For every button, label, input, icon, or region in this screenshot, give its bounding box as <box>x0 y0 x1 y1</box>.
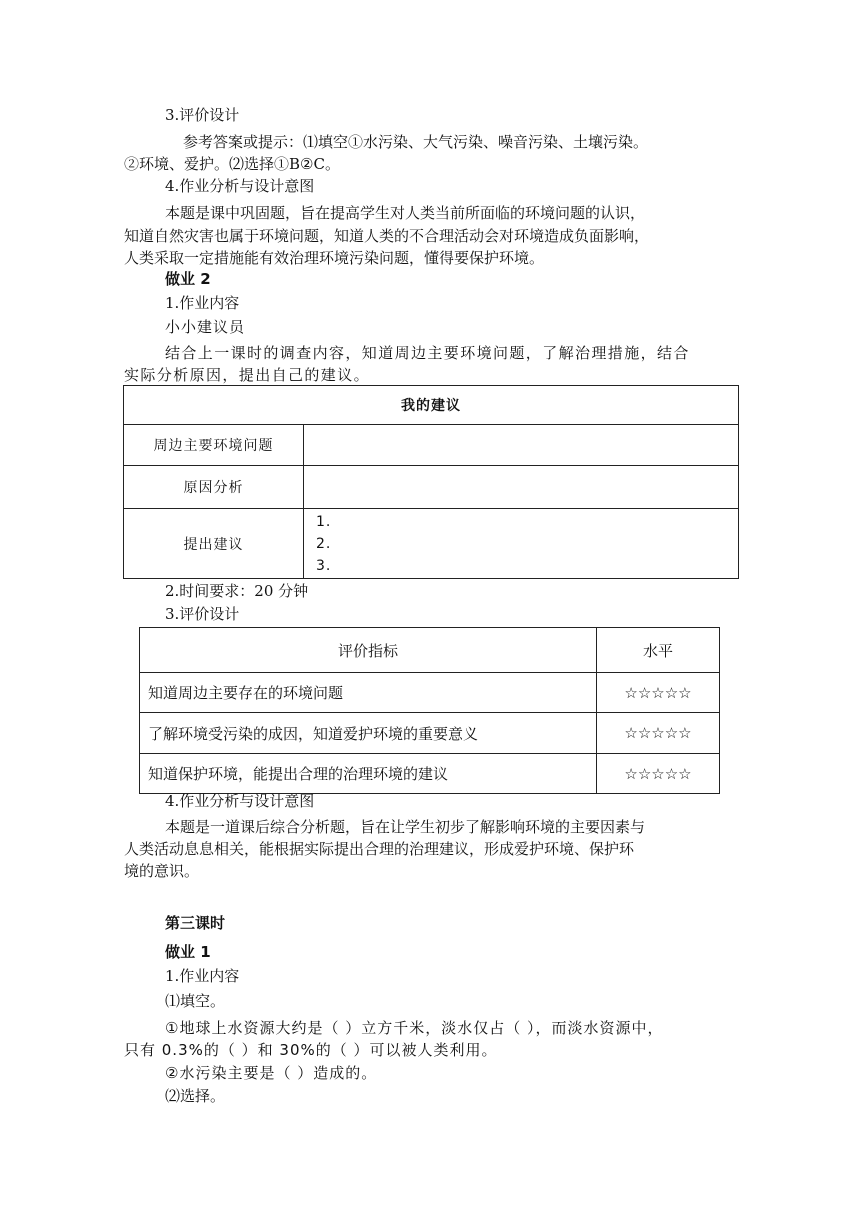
time-requirement: 2.时间要求：20 分钟 <box>165 582 309 600</box>
eval-stars-1: ☆☆☆☆☆ <box>597 673 720 713</box>
eval-stars-3: ☆☆☆☆☆ <box>597 754 720 794</box>
eval-design-heading: 3.评价设计 <box>165 106 240 124</box>
analysis-line-3: 人类采取一定措施能有效治理环境污染问题，懂得要保护环境。 <box>124 249 545 267</box>
suggestion-table-header: 我的建议 <box>124 386 739 425</box>
table-row <box>140 754 720 794</box>
analysis-2-line-1: 本题是一道课后综合分析题，旨在让学生初步了解影响环境的主要因素与 <box>165 818 646 836</box>
eval-col-indicator: 评价指标 <box>140 628 597 673</box>
lesson-3-title: 第三课时 <box>165 914 226 932</box>
homework-content-heading: 1.作业内容 <box>165 294 240 312</box>
table-row <box>140 713 720 754</box>
analysis-heading-2: 4.作业分析与设计意图 <box>165 792 315 810</box>
evaluation-table <box>139 627 720 794</box>
eval-indicator-3: 知道保护环境，能提出合理的治理环境的建议 <box>140 754 597 794</box>
analysis-heading: 4.作业分析与设计意图 <box>165 177 315 195</box>
answer-line-1: 参考答案或提示：⑴填空①水污染、大气污染、噪音污染、土壤污染。 <box>183 133 649 151</box>
choice-heading: ⑵选择。 <box>165 1087 226 1105</box>
homework-2-title: 做业 2 <box>165 270 211 288</box>
eval-indicator-1: 知道周边主要存在的环境问题 <box>140 673 597 713</box>
suggestions-cell <box>304 509 739 579</box>
task-desc-line-2: 实际分析原因，提出自己的建议。 <box>124 366 371 384</box>
task-desc-line-1: 结合上一课时的调查内容，知道周边主要环境问题，了解治理措施，结合 <box>165 344 690 362</box>
table-row <box>140 673 720 713</box>
eval-indicator-2: 了解环境受污染的成因，知道爱护环境的重要意义 <box>140 713 597 754</box>
suggestion-table <box>123 385 739 579</box>
suggestion-item-3: 3. <box>316 557 332 574</box>
lesson-3-homework-1-title: 做业 1 <box>165 943 211 961</box>
analysis-line-1: 本题是课中巩固题，旨在提高学生对人类当前所面临的环境问题的认识， <box>165 204 646 222</box>
row-label-cause-analysis: 原因分析 <box>124 466 304 509</box>
answer-line-2: ②环境、爱护。⑵选择①B②C。 <box>124 155 340 173</box>
question-1-line-2: 只有 0.3%的（ ）和 30%的（ ）可以被人类利用。 <box>124 1041 498 1059</box>
lesson-3-content-heading: 1.作业内容 <box>165 967 240 985</box>
suggestion-item-2: 2. <box>316 535 332 552</box>
fill-blank-heading: ⑴填空。 <box>165 992 226 1010</box>
suggestion-item-1: 1. <box>316 513 332 530</box>
question-2: ②水污染主要是（ ）造成的。 <box>165 1064 378 1082</box>
cause-analysis-cell <box>304 466 739 509</box>
eval-design-heading-2: 3.评价设计 <box>165 605 240 623</box>
analysis-line-2: 知道自然灾害也属于环境问题，知道人类的不合理活动会对环境造成负面影响， <box>124 227 650 245</box>
task-name: 小小建议员 <box>165 318 246 336</box>
eval-stars-2: ☆☆☆☆☆ <box>597 713 720 754</box>
environment-problems-cell <box>304 425 739 466</box>
row-label-suggestions: 提出建议 <box>124 509 304 579</box>
question-1-line-1: ①地球上水资源大约是（ ）立方千米，淡水仅占（ ），而淡水资源中， <box>165 1019 664 1037</box>
row-label-environment-problems: 周边主要环境问题 <box>124 425 304 466</box>
eval-col-level: 水平 <box>597 628 720 673</box>
analysis-2-line-2: 人类活动息息相关，能根据实际提出合理的治理建议，形成爱护环境、保护环 <box>124 840 635 858</box>
analysis-2-line-3: 境的意识。 <box>124 862 200 880</box>
